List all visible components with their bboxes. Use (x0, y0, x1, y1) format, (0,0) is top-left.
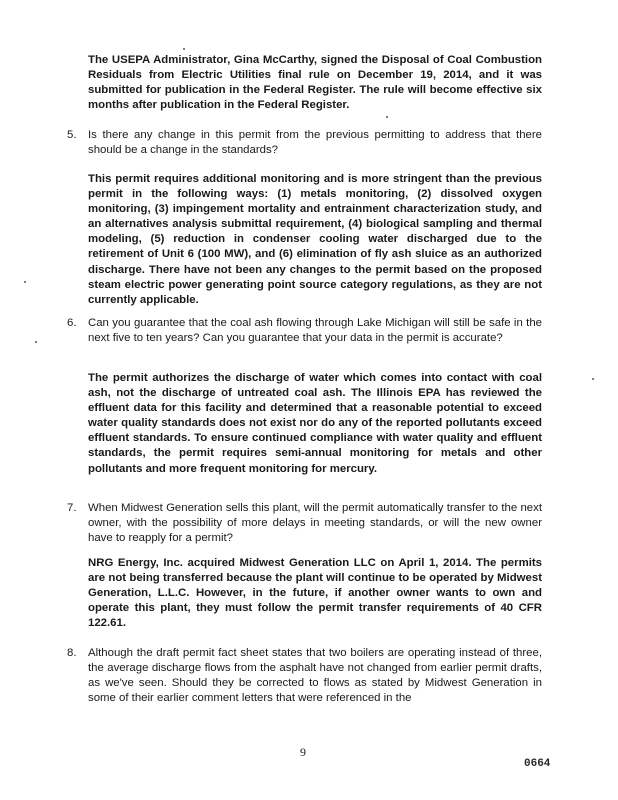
scan-speck (24, 281, 26, 283)
question-5: Is there any change in this permit from the previous permitting to address that there should be a change in the standards? (88, 129, 542, 157)
item-number-5: 5. (67, 129, 77, 141)
page-number: 9 (300, 745, 306, 759)
question-6: Can you guarantee that the coal ash flowing through Lake Michigan will still be safe in the next five to ten years? Can you guarantee that your data in the permit is accurate? (88, 317, 542, 345)
item-number-6: 6. (67, 317, 77, 329)
scan-speck (183, 48, 185, 50)
answer-7: NRG Energy, Inc. acquired Midwest Generation LLC on April 1, 2014. The permits are not being transferred because the plant will continue to be operated by Midwest Generation, L.L.C. However, in the future, if another owner wants to own and operate this plant, they must follow the permit transfer requirements of 40 CFR 122.61. (88, 557, 542, 630)
question-8: Although the draft permit fact sheet states that two boilers are operating instead of three, the average discharge flows from the asphalt have not changed from earlier permit drafts, as we've seen. Should they be corrected to flows as stated by Midwest Generation in some of their earlier comment letters that were referenced in the (88, 647, 542, 705)
item-number-8: 8. (67, 647, 77, 659)
answer-6: The permit authorizes the discharge of water which comes into contact with coal ash, not the discharge of untreated coal ash. The Illinois EPA has reviewed the effluent data for this facility and determined that a reasonable potential to exceed water quality standards does not exist nor do any of the reported pollutants exceed effluent standards. To ensure continued compliance with water quality and effluent standards, the permit requires semi-annual monitoring for metals and other pollutants and more frequent monitoring for mercury. (88, 372, 542, 475)
scan-speck (386, 116, 388, 118)
scan-speck (35, 341, 37, 343)
scan-speck (592, 378, 594, 380)
answer-intro: The USEPA Administrator, Gina McCarthy, signed the Disposal of Coal Combustion Residuals from Electric Utilities final rule on December 19, 2014, and it was submitted for publication in the Federal Register. The rule will become effective six months after publication in the Federal Register. (88, 54, 542, 112)
question-7: When Midwest Generation sells this plant, will the permit automatically transfer to the next owner, with the possibility of more delays in meeting standards, or will the new owner have to reapply for a permit? (88, 502, 542, 545)
answer-5: This permit requires additional monitoring and is more stringent than the previous permit in the following ways: (1) metals monitoring, (2) dissolved oxygen monitoring, (3) impingement mortality and entrainment characterization study, and an alternatives analysis submittal requirement, (4) biological sampling and thermal modeling, (5) reduction in condenser cooling water discharged due to the retirement of Unit 6 (100 MW), and (6) elimination of fly ash sluice as an authorized discharge. There have not been any changes to the permit based on the proposed steam electric power generating point source category regulations, as they are not currently applicable. (88, 173, 542, 306)
item-number-7: 7. (67, 502, 77, 514)
bates-stamp: 0664 (524, 758, 551, 770)
